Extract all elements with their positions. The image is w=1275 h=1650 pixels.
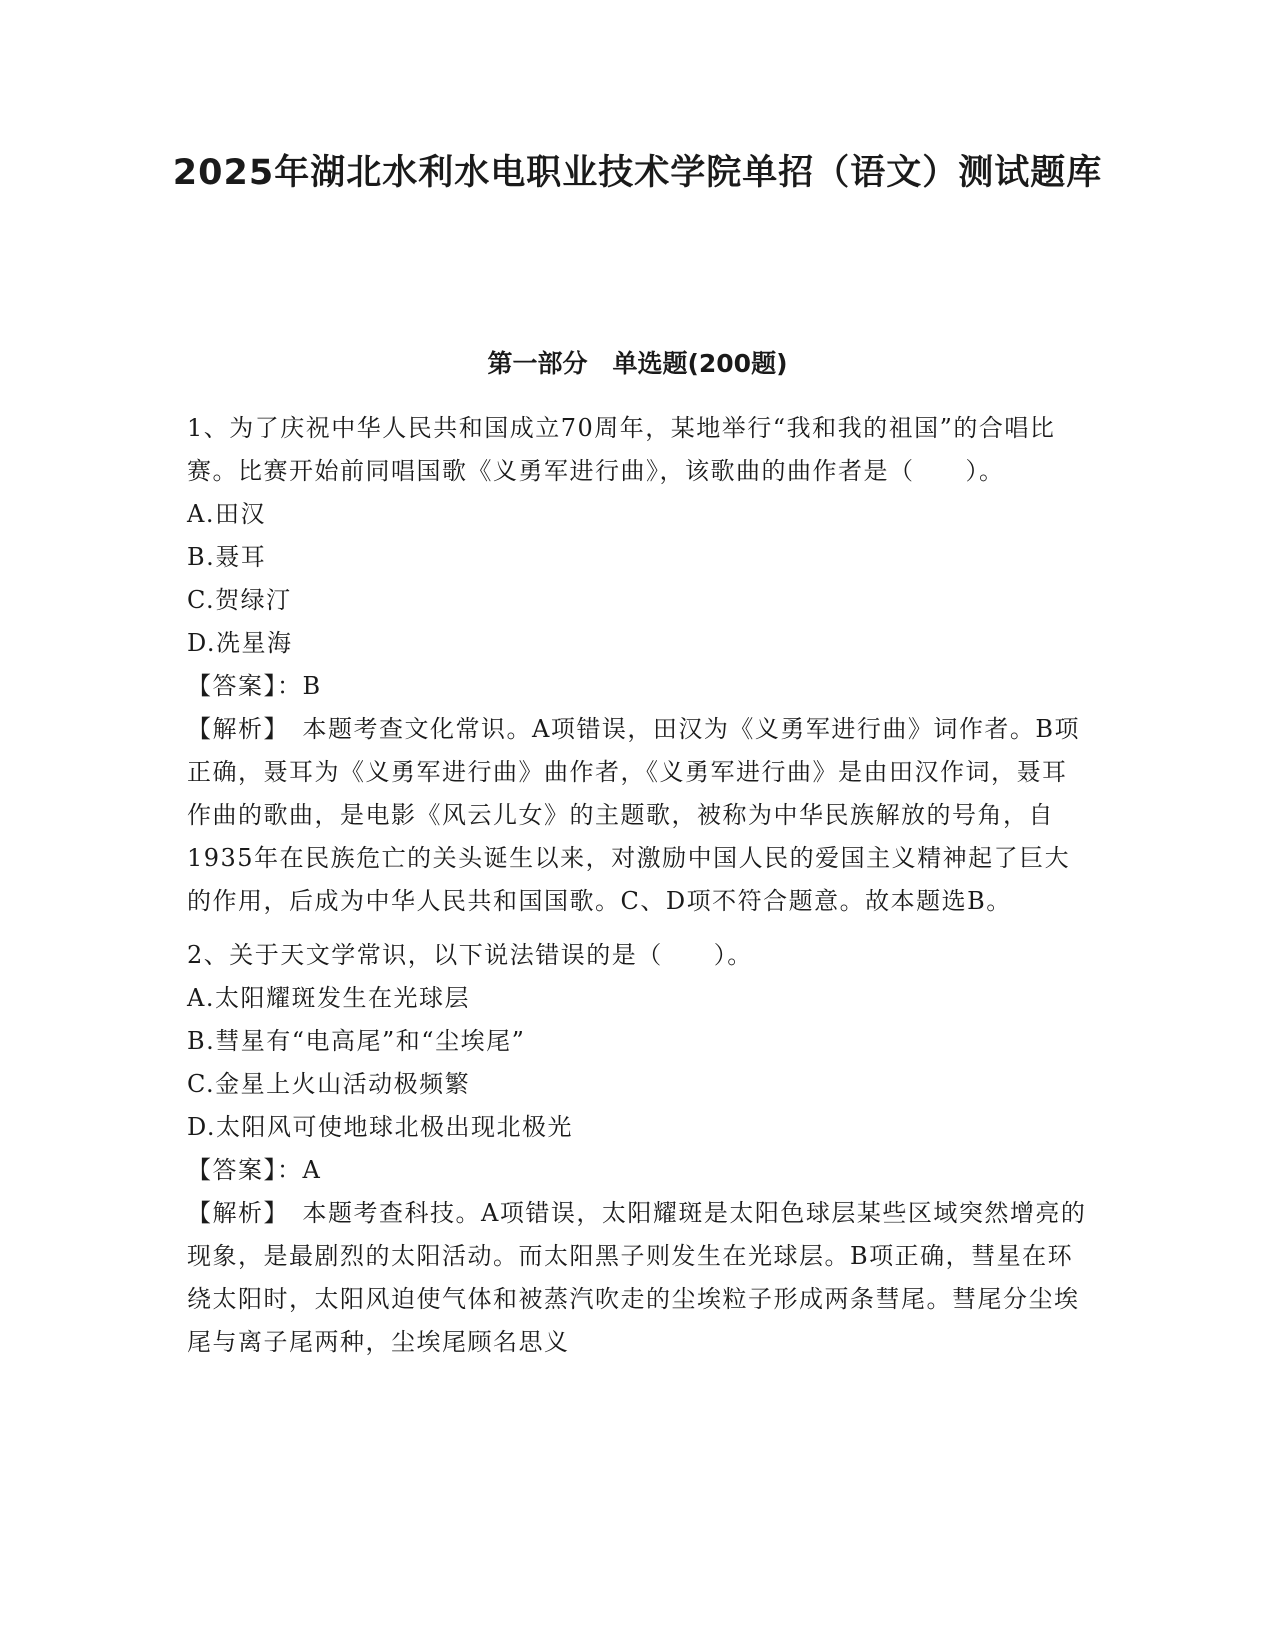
option-a: A.田汉: [187, 500, 266, 528]
option-c: C.金星上火山活动极频繁: [187, 1070, 471, 1098]
analysis-text: 【解析】 本题考查科技。A项错误，太阳耀斑是太阳色球层某些区域突然增亮的现象，是最剧烈的太阳活动。而太阳黑子则发生在光球层。B项正确，彗星在环绕太阳时，太阳风迫使气体和被蒸汽吹走的尘埃粒子形成两条彗尾。彗尾分尘埃尾与离子尾两种，尘埃尾顾名思义: [187, 1199, 1087, 1356]
answer-line: 【答案】：A: [187, 1156, 322, 1184]
document-title: 2025年湖北水利水电职业技术学院单招（语文）测试题库: [172, 153, 1103, 193]
question-list: [187, 407, 1092, 1364]
section-heading: 第一部分 单选题(200题): [487, 349, 788, 378]
option-a: A.太阳耀斑发生在光球层: [187, 984, 470, 1012]
answer-line: 【答案】：B: [187, 672, 322, 700]
question-stem: 1、为了庆祝中华人民共和国成立70周年，某地举行“我和我的祖国”的合唱比赛。比赛开始前同唱国歌《义勇军进行曲》，该歌曲的曲作者是（ ）。: [187, 414, 1056, 485]
option-c: C.贺绿汀: [187, 586, 292, 614]
question-item: [187, 407, 1092, 923]
option-b: B.彗星有“电高尾”和“尘埃尾”: [187, 1027, 526, 1055]
analysis-text: 【解析】 本题考查文化常识。A项错误，田汉为《义勇军进行曲》词作者。B项正确，聂耳为《义勇军进行曲》曲作者，《义勇军进行曲》是由田汉作词，聂耳作曲的歌曲，是电影《风云儿女》的主题歌，被称为中华民族解放的号角，自1935年在民族危亡的关头诞生以来，对激励中国人民的爱国主义精神起了巨大的作用，后成为中华人民共和国国歌。C、D项不符合题意。故本题选B。: [187, 715, 1080, 915]
option-d: D.冼星海: [187, 629, 293, 657]
question-stem: 2、关于天文学常识，以下说法错误的是（ ）。: [187, 941, 753, 969]
option-d: D.太阳风可使地球北极出现北极光: [187, 1113, 574, 1141]
question-item: [187, 934, 1092, 1364]
option-b: B.聂耳: [187, 543, 267, 571]
